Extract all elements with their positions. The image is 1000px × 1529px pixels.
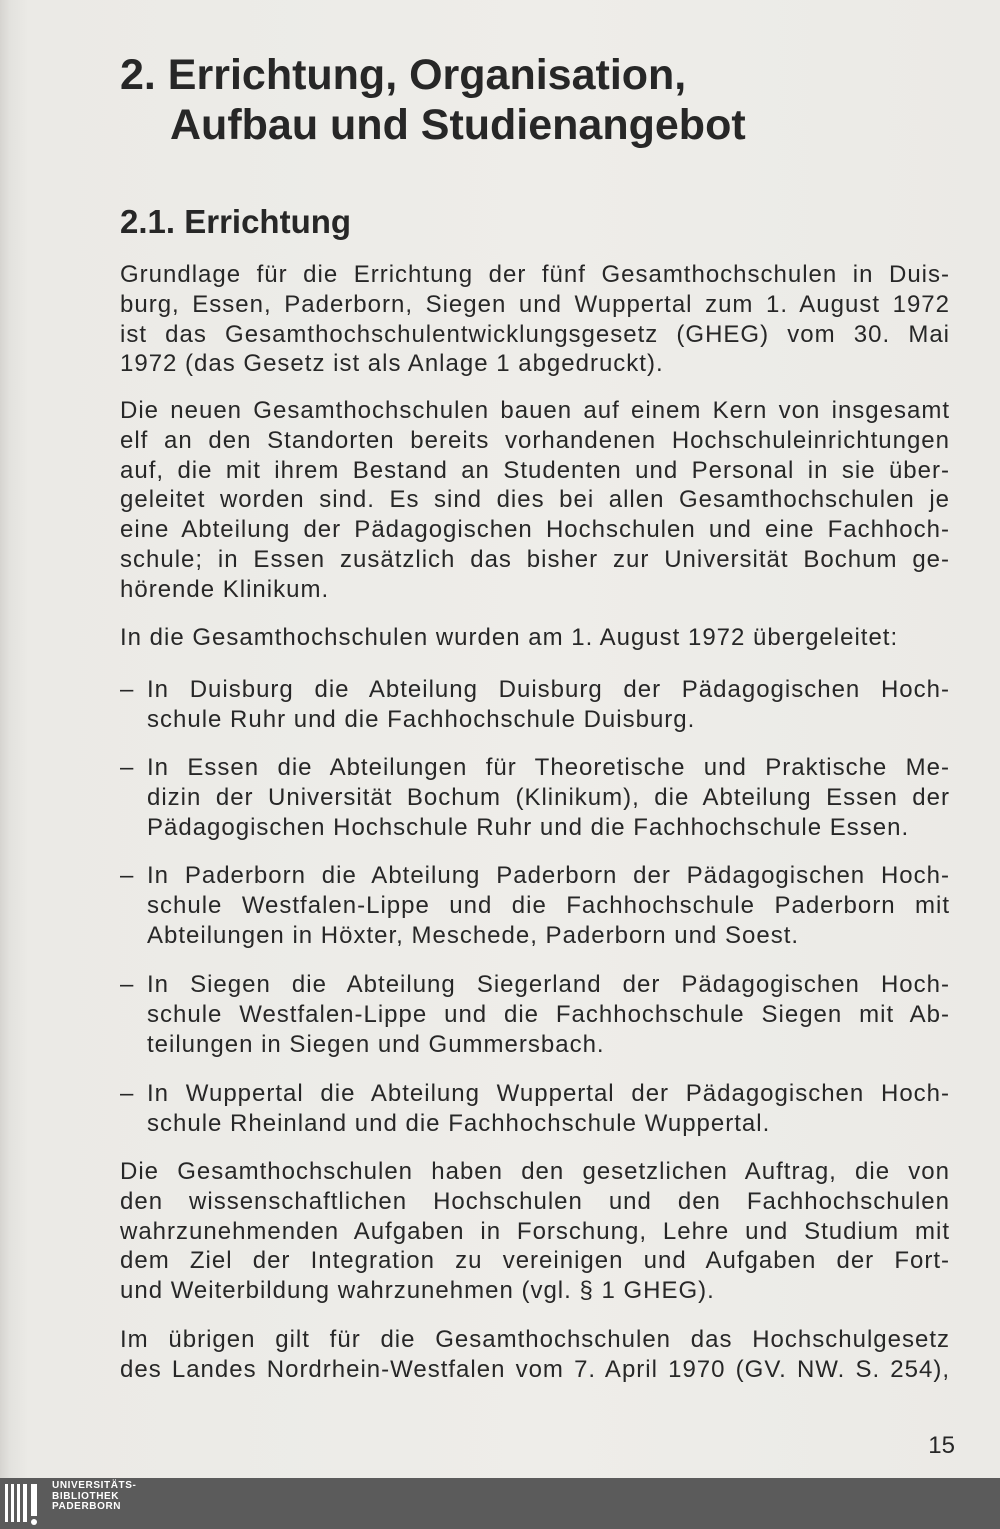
list-item-text bbox=[147, 861, 950, 950]
list-dash: – bbox=[120, 1080, 135, 1107]
list-intro bbox=[120, 623, 950, 653]
paragraph-line: burg, Essen, Paderborn, Siegen und Wuppertal zum 1. August 1972 bbox=[120, 290, 950, 318]
library-logo-line: UNIVERSITÄTS- bbox=[52, 1480, 137, 1491]
list-item-line: schule Westfalen-Lippe und die Fachhochschule Siegen mit Ab- bbox=[147, 1000, 950, 1028]
list-item-line: In Duisburg die Abteilung Duisburg der Pädagogischen Hoch- bbox=[147, 676, 950, 703]
paragraph-line: Die Gesamthochschulen haben den gesetzlichen Auftrag, die von bbox=[120, 1158, 950, 1185]
paragraph-line: schule; in Essen zusätzlich das bisher zur Universität Bochum ge- bbox=[120, 545, 950, 573]
section-heading: 2.1. Errichtung bbox=[120, 203, 352, 240]
paragraph-line: elf an den Standorten bereits vorhandenen Hochschuleinrichtungen bbox=[120, 426, 950, 454]
list-item-line: schule Ruhr und die Fachhochschule Duisburg. bbox=[147, 705, 696, 733]
list-item-line: Pädagogischen Hochschule Ruhr und die Fachhochschule Essen. bbox=[147, 813, 910, 841]
paragraph-line: und Weiterbildung wahrzunehmen (vgl. § 1 GHEG). bbox=[120, 1277, 715, 1305]
library-footer-band bbox=[0, 1478, 1000, 1529]
paragraph-line: den wissenschaftlichen Hochschulen und den Fachhochschulen bbox=[120, 1187, 950, 1215]
list-item-line: In Essen die Abteilungen für Theoretische und Praktische Me- bbox=[147, 754, 950, 781]
list-item-text bbox=[147, 1079, 950, 1139]
list-item-text bbox=[147, 753, 950, 842]
library-logo-icon bbox=[2, 1480, 46, 1527]
chapter-heading-line-1: 2. Errichtung, Organisation, bbox=[120, 51, 687, 99]
list-item-siegen bbox=[120, 970, 950, 1059]
paragraph-line: ist das Gesamthochschulentwicklungsgesetz (GHEG) vom 30. Mai bbox=[120, 320, 950, 348]
list-item-text bbox=[147, 675, 950, 735]
list-item-line: In Wuppertal die Abteilung Wuppertal der Pädagogischen Hoch- bbox=[147, 1080, 950, 1107]
list-item-line: In Siegen die Abteilung Siegerland der Pädagogischen Hoch- bbox=[147, 971, 950, 998]
paragraph-1 bbox=[120, 260, 950, 379]
list-dash: – bbox=[120, 862, 135, 889]
list-dash: – bbox=[120, 754, 135, 781]
list-item-line: In Paderborn die Abteilung Paderborn der Pädagogischen Hoch- bbox=[147, 862, 950, 889]
paragraph-line: hörende Klinikum. bbox=[120, 575, 330, 603]
paragraph-2 bbox=[120, 396, 950, 605]
paragraph-line: auf, die mit ihrem Bestand an Studenten und Personal in sie über- bbox=[120, 456, 950, 484]
list-item-line: schule Rheinland und die Fachhochschule Wuppertal. bbox=[147, 1109, 771, 1137]
list-item-line: Abteilungen in Höxter, Meschede, Paderborn und Soest. bbox=[147, 921, 800, 949]
paragraph-5 bbox=[120, 1325, 950, 1385]
list-item-essen bbox=[120, 753, 950, 842]
paragraph-line: eine Abteilung der Pädagogischen Hochschulen und eine Fachhoch- bbox=[120, 516, 950, 544]
paragraph-line: des Landes Nordrhein-Westfalen vom 7. April 1970 (GV. NW. S. 254), bbox=[120, 1355, 950, 1383]
list-item-line: teilungen in Siegen und Gummersbach. bbox=[147, 1030, 605, 1058]
library-logo-text bbox=[52, 1481, 136, 1513]
page-number: 15 bbox=[928, 1432, 955, 1459]
paragraph-line: 1972 (das Gesetz ist als Anlage 1 abgedruckt). bbox=[120, 350, 664, 378]
paragraph-line: Grundlage für die Errichtung der fünf Gesamthochschulen in Duis- bbox=[120, 261, 950, 288]
paragraph-4 bbox=[120, 1157, 950, 1306]
paragraph-line: In die Gesamthochschulen wurden am 1. August 1972 übergeleitet: bbox=[120, 624, 899, 651]
paragraph-line: Die neuen Gesamthochschulen bauen auf einem Kern von insgesamt bbox=[120, 397, 950, 424]
chapter-heading-line-2: Aufbau und Studienangebot bbox=[170, 101, 746, 149]
list-item-line: schule Westfalen-Lippe und die Fachhochschule Paderborn mit bbox=[147, 891, 950, 919]
list-item-paderborn bbox=[120, 861, 950, 950]
list-item-wuppertal bbox=[120, 1079, 950, 1139]
paragraph-line: Im übrigen gilt für die Gesamthochschulen das Hochschulgesetz bbox=[120, 1326, 950, 1353]
list-dash: – bbox=[120, 971, 135, 998]
paragraph-line: geleitet worden sind. Es sind dies bei allen Gesamthochschulen je bbox=[120, 486, 950, 514]
paragraph-line: dem Ziel der Integration zu vereinigen und Aufgaben der Fort- bbox=[120, 1247, 950, 1275]
list-item-line: dizin der Universität Bochum (Klinikum), die Abteilung Essen der bbox=[147, 783, 950, 811]
library-logo-line: BIBLIOTHEK bbox=[52, 1490, 120, 1502]
paragraph-line: wahrzunehmenden Aufgaben in Forschung, Lehre und Studium mit bbox=[120, 1217, 950, 1245]
list-item-duisburg bbox=[120, 675, 950, 735]
list-item-text bbox=[147, 970, 950, 1059]
list-dash: – bbox=[120, 676, 135, 703]
library-logo-line: PADERBORN bbox=[52, 1501, 122, 1513]
